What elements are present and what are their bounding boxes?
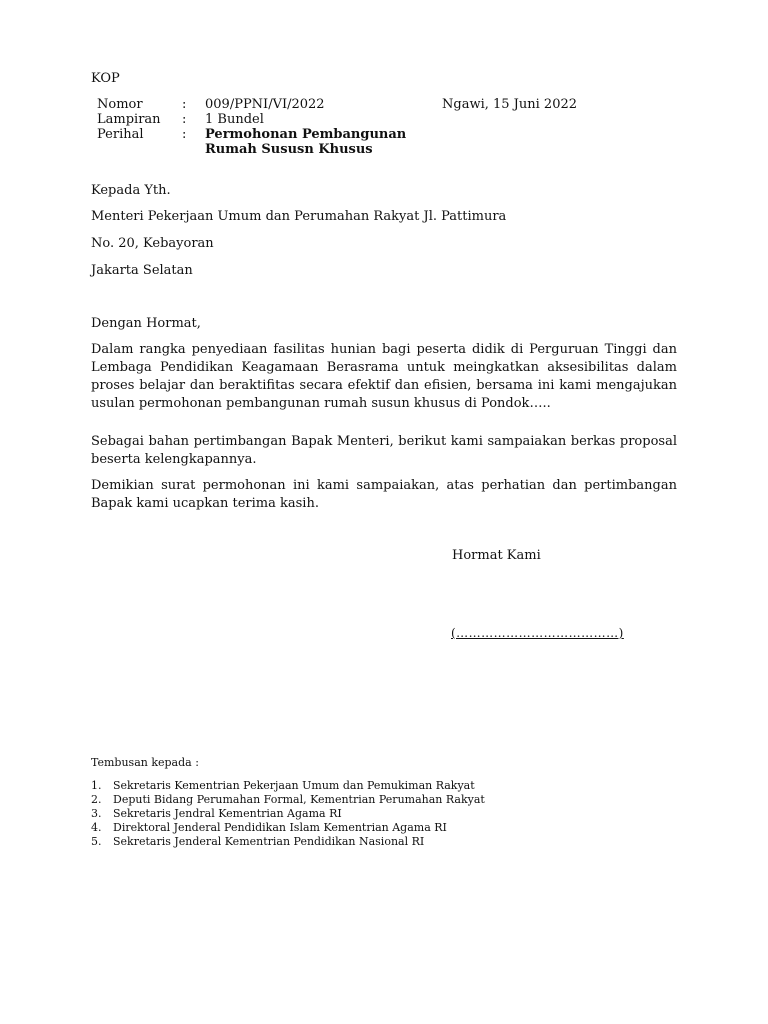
letter-date: Ngawi, 15 Juni 2022 [442,97,578,112]
recipient-line-1: Menteri Pekerjaan Umum dan Perumahan Rakyat Jl. Pattimura [91,209,507,224]
salutation: Dengan Hormat, [91,316,201,331]
meta-label-nomor: Nomor [97,97,143,112]
cc-item-number: 5. [91,835,102,848]
cc-item-text: Sekretaris Jendral Kementrian Agama RI [113,807,342,820]
signature-line: (…………………………………) [451,626,624,640]
cc-item-text: Deputi Bidang Perumahan Formal, Kementrian Perumahan Rakyat [113,793,485,806]
meta-value-lampiran: 1 Bundel [205,112,264,127]
cc-item-number: 3. [91,807,102,820]
body-paragraph-3: Demikian surat permohonan ini kami sampaiakan, atas perhatian dan pertimbangan Bapak kami ucapkan terima kasih. [91,478,677,511]
cc-item-number: 4. [91,821,102,834]
meta-value-perihal: Permohonan Pembangunan [205,127,407,142]
cc-list [91,779,485,849]
meta-colon-lampiran: : [182,112,187,127]
cc-list-item [91,793,485,807]
closing: Hormat Kami [452,548,541,563]
cc-list-item [91,779,485,793]
meta-label-lampiran: Lampiran [97,112,161,127]
recipient-line-3: Jakarta Selatan [91,263,193,278]
cc-item-text: Sekretaris Kementrian Pekerjaan Umum dan Pemukiman Rakyat [113,779,475,792]
meta-value-nomor: 009/PPNI/VI/2022 [205,97,325,112]
meta-colon-perihal: : [182,127,187,142]
recipient-greeting: Kepada Yth. [91,183,171,198]
body-paragraph-1: Dalam rangka penyediaan fasilitas hunian bagi peserta didik di Perguruan Tinggi dan Lembaga Pendidikan Keagamaan Berasrama untuk meingkatkan aksesibilitas dalam proses belajar dan beraktifitas secara efektif dan efisien, bersama ini kami mengajukan usulan permohonan pembangunan rumah susun khusus di Pondok….. [91,342,677,411]
cc-item-text: Direktoral Jenderal Pendidikan Islam Kementrian Agama RI [113,821,447,834]
meta-label-perihal: Perihal [97,127,144,142]
meta-colon-nomor: : [182,97,187,112]
cc-list-item [91,821,485,835]
recipient-line-2: No. 20, Kebayoran [91,236,214,251]
cc-list-item [91,835,485,849]
cc-list-item [91,807,485,821]
letterhead-placeholder: KOP [91,71,120,86]
body-paragraph-2: Sebagai bahan pertimbangan Bapak Menteri, berikut kami sampaiakan berkas proposal beserta kelengkapannya. [91,434,677,467]
meta-value-perihal-line2: Rumah Sususn Khusus [205,142,373,157]
cc-item-text: Sekretaris Jenderal Kementrian Pendidikan Nasional RI [113,835,425,848]
cc-item-number: 2. [91,793,102,806]
cc-title: Tembusan kepada : [91,756,199,769]
cc-item-number: 1. [91,779,102,792]
